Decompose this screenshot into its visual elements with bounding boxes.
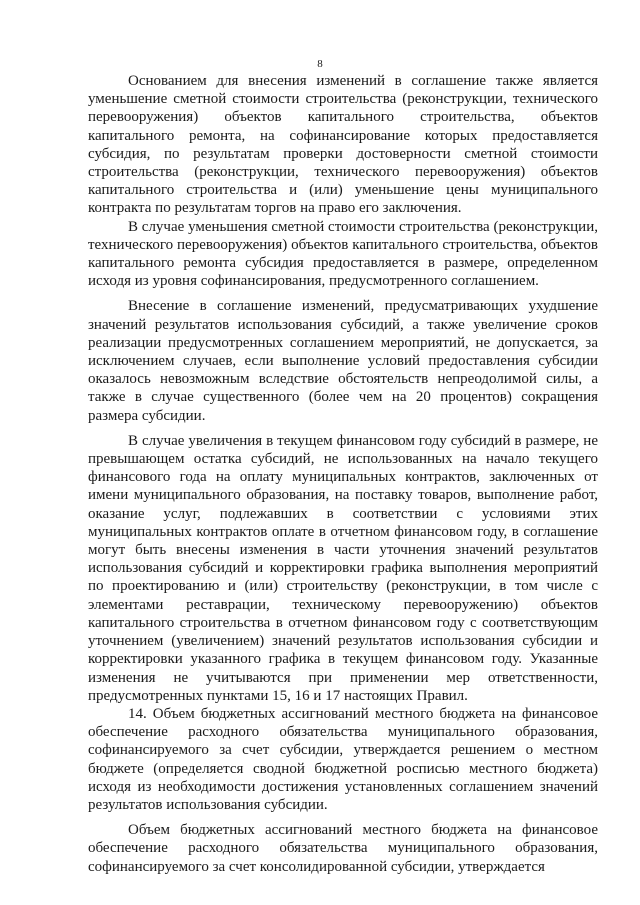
paragraph-consolidated-subsidy: Объем бюджетных ассигнований местного бюджета на финансовое обеспечение расходного обязательства муниципального образования, софинансируемого за счет консолидированной субсидии, утверждается [88, 822, 598, 875]
paragraph-deterioration-not-allowed: Внесение в соглашение изменений, предусматривающих ухудшение значений результатов использования субсидий, а также увеличение сроков реализации предусмотренных соглашением мероприятий, не допускается, за исключением случаев, если выполнение условий предоставления субсидии оказалось невозможным вследствие обстоятельств непреодолимой силы, а также в случае существенного (более чем на 20 процентов) сокращения размера субсидии. [88, 298, 598, 424]
paragraph-cost-reduction: В случае уменьшения сметной стоимости строительства (реконструкции, технического перевооружения) объектов капитального строительства, объектов капитального ремонта субсидия предоставляется в размере, определенном исходя из уровня софинансирования, предусмотренного соглашением. [88, 218, 598, 290]
document-body [88, 72, 598, 876]
page-number: 8 [317, 58, 323, 70]
paragraph-item-14: 14. Объем бюджетных ассигнований местного бюджета на финансовое обеспечение расходного обязательства муниципального образования, софинансируемого за счет субсидии, утверждается решением о местном бюджете (определяется сводной бюджетной росписью местного бюджета) исходя из необходимости достижения установленных соглашением значений результатов использования субсидии. [88, 705, 598, 813]
paragraph-grounds-for-changes: Основанием для внесения изменений в соглашение также является уменьшение сметной стоимости строительства (реконструкции, технического перевооружения) объектов капитального строительства, объектов капитального ремонта, на софинансирование которых предоставляется субсидия, по результатам проверки достоверности сметной стоимости строительства (реконструкции, технического перевооружения) объектов капитального строительства и (или) уменьшение цены муниципального контракта по результатам торгов на право его заключения. [88, 73, 598, 217]
paragraph-subsidy-increase: В случае увеличения в текущем финансовом году субсидий в размере, не превышающем остатка субсидий, не использованных на начало текущего финансового года на оплату муниципальных контрактов, заключенных от имени муниципального образования, на поставку товаров, выполнение работ, оказание услуг, подлежавших в соответствии с условиями этих муниципальных контрактов оплате в отчетном финансовом году, в соглашение могут быть внесены изменения в части уточнения значений результатов использования субсидий и корректировки графика выполнения мероприятий по проектированию и (или) строительству (реконструкции, в том числе с элементами реставрации, техническому перевооружению) объектов капитального строительства в отчетном финансовом году с соответствующим уточнением (увеличением) значений результатов использования субсидии и корректировки указанного графика в текущем финансовом году. Указанные изменения не учитываются при применении мер ответственности, предусмотренных пунктами 15, 16 и 17 настоящих Правил. [88, 432, 598, 704]
